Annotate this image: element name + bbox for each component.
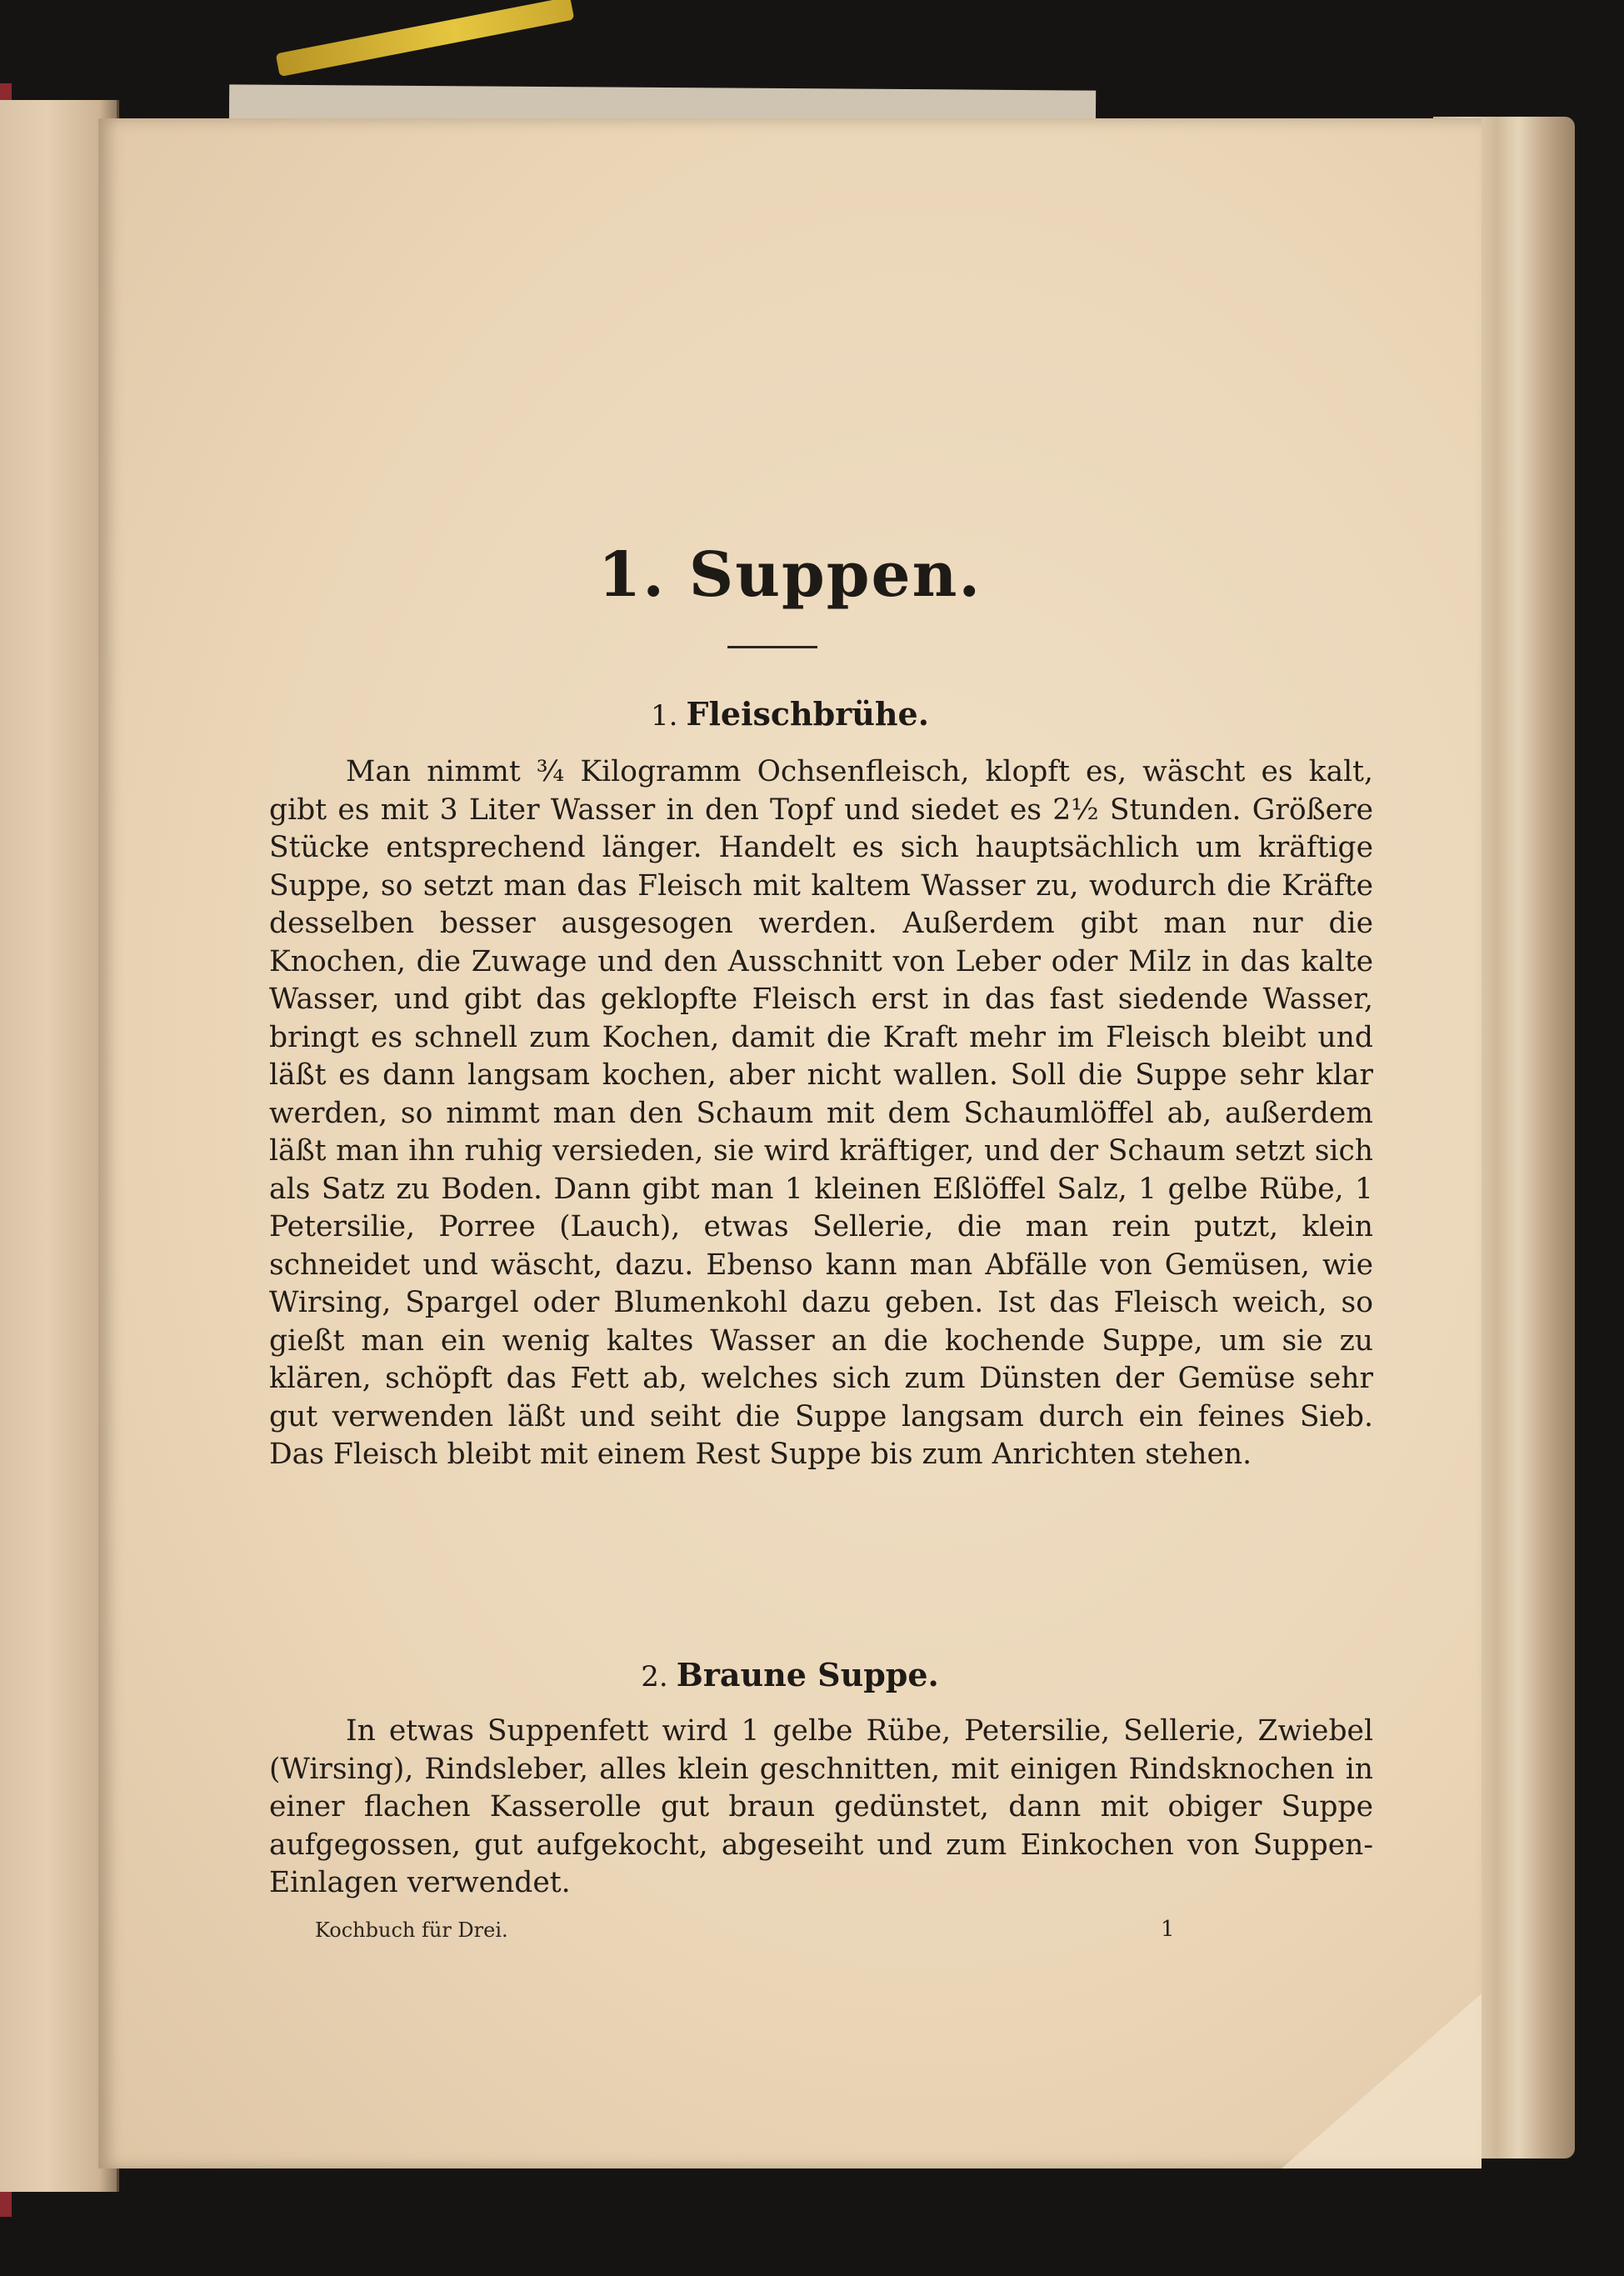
recipe-number: 1. xyxy=(651,699,678,733)
title-divider xyxy=(727,646,817,648)
sheet-mark: 1 xyxy=(1161,1917,1175,1942)
chapter-title: 1. Suppen. xyxy=(597,539,982,611)
recipe-heading xyxy=(98,1656,1482,1693)
recipe-title: Braune Suppe. xyxy=(676,1656,939,1693)
recipe-number: 2. xyxy=(641,1660,668,1693)
recipe-heading xyxy=(98,695,1482,733)
recipe-text: In etwas Suppenfett wird 1 gelbe Rübe, Petersilie, Sellerie, Zwiebel (Wirsing), Rindsleber, alles klein geschnitten, mit einigen Rindsknochen in einer flachen Kasserolle gut braun gedünstet, dann mit obiger Suppe aufgegossen, gut aufgekocht, abgeseiht und zum Einkochen von Suppen-Einlagen verwendet. xyxy=(269,1714,1373,1899)
ribbon-bookmark xyxy=(276,0,575,77)
recipe-text: Man nimmt ¾ Kilogramm Ochsenfleisch, klopft es, wäscht es kalt, gibt es mit 3 Liter Wasser in den Topf und siedet es 2½ Stunden. Größere Stücke entsprechend länger. Handelt es sich hauptsächlich um kräftige Suppe, so setzt man das Fleisch mit kaltem Wasser zu, wodurch die Kräfte desselben besser ausgesogen werden. Außerdem gibt man nur die Knochen, die Zuwage und den Ausschnitt von Leber oder Milz in das kalte Wasser, und gibt das geklopfte Fleisch erst in das fast siedende Wasser, bringt es schnell zum Kochen, damit die Kraft mehr im Fleisch bleibt und läßt es dann langsam kochen, aber nicht wallen. Soll die Suppe sehr klar werden, so nimmt man den Schaum mit dem Schaumlöffel ab, außerdem läßt man ihn ruhig versieden, sie wird kräftiger, und der Schaum setzt sich als Satz zu Boden. Dann gibt man 1 kleinen Eßlöffel Salz, 1 gelbe Rübe, 1 Petersilie, Porree (Lauch), etwas Sellerie, die man rein putzt, klein schneidet und wäscht, dazu. Ebenso kann man Abfälle von Gemüsen, wie Wirsing, Spargel oder Blumenkohl dazu geben. Ist das Fleisch weich, so gießt man ein wenig kaltes Wasser an die kochende Suppe, um sie zu klären, schöpft das Fett ab, welches sich zum Dünsten der Gemüse sehr gut verwenden läßt und seiht die Suppe langsam durch ein feines Sieb. Das Fleisch bleibt mit einem Rest Suppe bis zum Anrichten stehen. xyxy=(269,755,1373,1471)
signature-line: Kochbuch für Drei. xyxy=(315,1918,508,1942)
page-corner xyxy=(1282,1993,1482,2168)
recipe-title: Fleischbrühe. xyxy=(686,695,929,733)
book-page xyxy=(98,118,1482,2168)
